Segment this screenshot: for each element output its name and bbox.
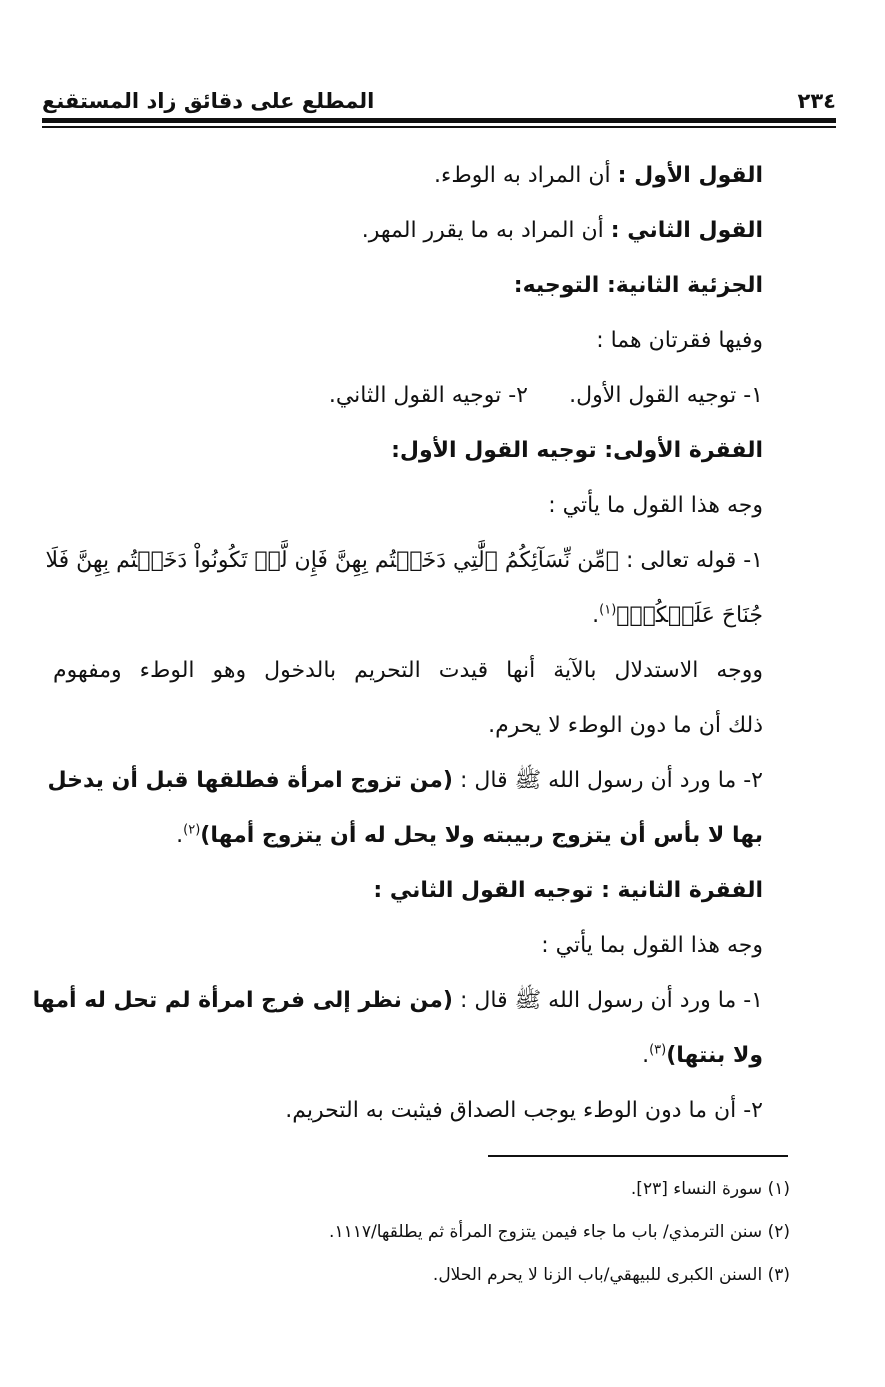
paragraph-line	[47, 753, 763, 808]
page-number: ٢٣٤	[797, 89, 836, 113]
second-opinion-label: القول الثاني :	[610, 218, 763, 243]
footnote: (٣) السنن الكبرى للبيهقي/باب الزنا لا يحرم الحلال.	[432, 1265, 790, 1285]
second-opinion-text: أن المراد به ما يقرر المهر.	[361, 218, 604, 243]
paragraph-line: ٢- أن ما دون الوطء يوجب الصداق فيثبت به التحريم.	[285, 1098, 763, 1123]
quran-verse: جُنَاحَ عَلَيۡكُمۡ﴾	[616, 603, 763, 628]
footnote-ref[interactable]: (٢)	[183, 822, 201, 838]
footnotes	[90, 1168, 790, 1297]
paragraph-line: وجه هذا القول بما يأتي :	[541, 933, 763, 958]
paragraph-line: وفيها فقرتان هما :	[596, 328, 763, 353]
list-number-text: ١- قوله تعالى :	[625, 548, 763, 573]
footnote-ref[interactable]: (٣)	[649, 1042, 667, 1058]
footnote: (٢) سنن الترمذي/ باب ما جاء فيمن يتزوج المرأة ثم يطلقها/١١١٧.	[329, 1222, 790, 1242]
subsection-heading: الفقرة الثانية : توجيه القول الثاني :	[373, 878, 763, 903]
footnote-separator	[488, 1155, 788, 1157]
list-item: ٢- توجيه القول الثاني.	[328, 383, 528, 408]
period: .	[176, 823, 184, 848]
running-header	[42, 86, 836, 116]
subsection-heading: الفقرة الأولى: توجيه القول الأول:	[391, 438, 763, 463]
footnote-ref[interactable]: (١)	[599, 602, 617, 618]
hadith-text: (من تزوج امرأة فطلقها قبل أن يدخل	[47, 768, 453, 793]
header-rule-thick	[42, 118, 836, 123]
list-number-text: ٢- ما ورد أن رسول الله ﷺ قال :	[459, 768, 763, 793]
hadith-text: ولا بنتها)	[666, 1043, 763, 1068]
paragraph-line	[53, 203, 763, 258]
first-opinion-label: القول الأول :	[617, 163, 763, 188]
list-item: ١- توجيه القول الأول.	[569, 383, 763, 408]
main-text	[32, 148, 763, 1138]
paragraph-line	[45, 533, 763, 588]
quran-verse: ﴿مِّن نِّسَآئِكُمُ ٱلَّٰتِي دَخَلۡتُم بِهِنَّ فَإِن لَّمۡ تَكُونُواْ دَخَلۡتُم بِهِنَّ فَلَا	[45, 548, 619, 573]
book-title: المطلع على دقائق زاد المستقنع	[42, 89, 375, 113]
hadith-text: بها لا بأس أن يتزوج ربيبته ولا يحل له أن يتزوج أمها)	[200, 823, 763, 848]
paragraph-line: وجه هذا القول ما يأتي :	[548, 493, 763, 518]
section-heading: الجزئية الثانية: التوجيه:	[513, 273, 763, 298]
hadith-text: (من نظر إلى فرج امرأة لم تحل له أمها	[32, 988, 453, 1013]
paragraph-line: ووجه الاستدلال بالآية أنها قيدت التحريم بالدخول وهو الوطء ومفهوم	[53, 658, 763, 683]
numbered-list	[53, 368, 763, 423]
header-rule-thin	[42, 126, 836, 128]
list-number-text: ١- ما ورد أن رسول الله ﷺ قال :	[459, 988, 763, 1013]
paragraph-line	[53, 808, 763, 863]
footnote: (١) سورة النساء [٢٣].	[630, 1179, 790, 1199]
paragraph-line	[53, 588, 763, 643]
first-opinion-text: أن المراد به الوطء.	[434, 163, 611, 188]
period: .	[592, 603, 600, 628]
period: .	[642, 1043, 650, 1068]
paragraph-line: ذلك أن ما دون الوطء لا يحرم.	[488, 713, 763, 738]
paragraph-line	[53, 148, 763, 203]
paragraph-line	[32, 973, 763, 1028]
paragraph-line	[53, 1028, 763, 1083]
